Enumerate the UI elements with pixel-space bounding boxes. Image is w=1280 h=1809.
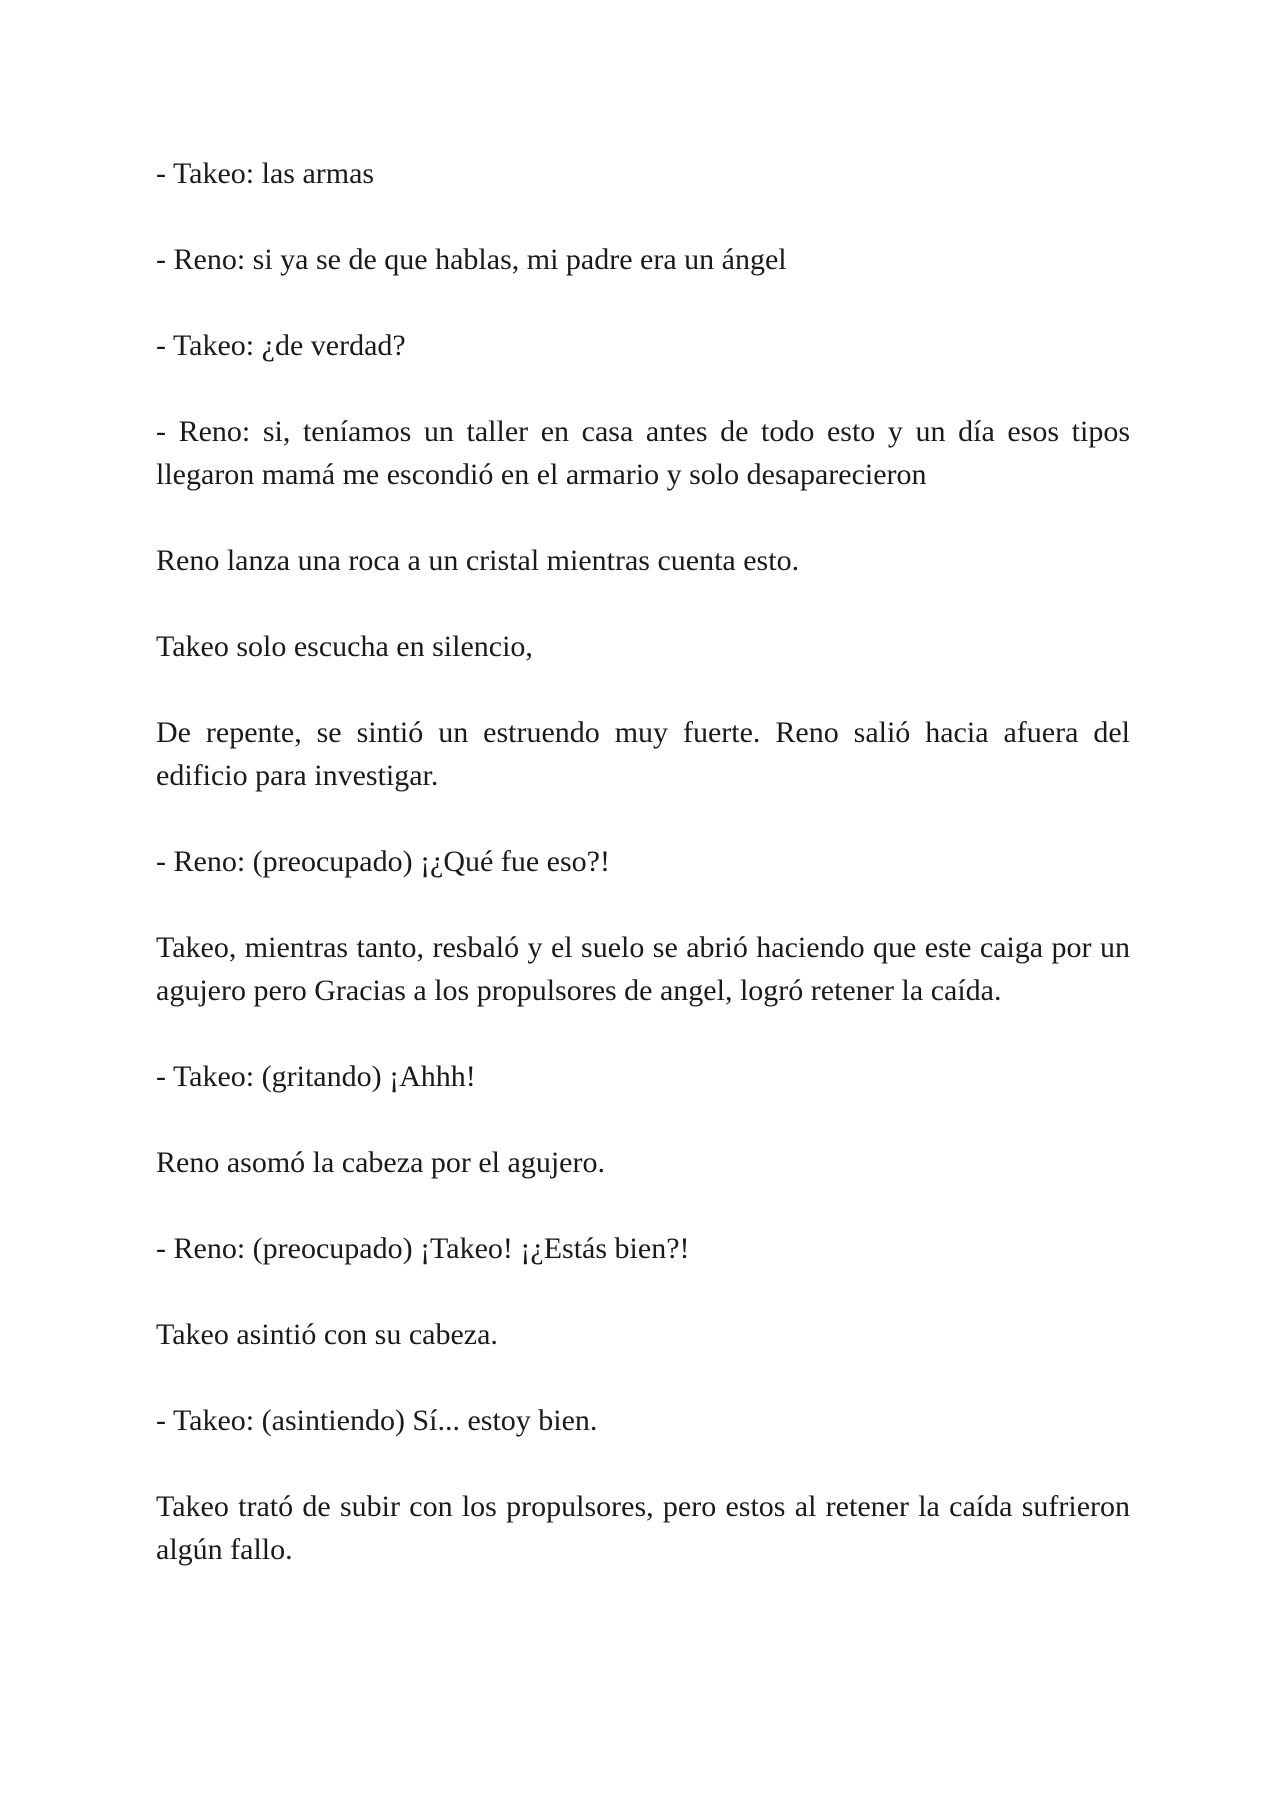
narration-paragraph: Takeo, mientras tanto, resbaló y el suelo se abrió haciendo que este caiga por un agujero pero Gracias a los propulsores de angel, logró retener la caída.	[156, 931, 1130, 1007]
narration-paragraph: Takeo solo escucha en silencio,	[156, 630, 533, 663]
dialogue-line: - Takeo: las armas	[156, 157, 375, 190]
dialogue-line: - Reno: si, teníamos un taller en casa antes de todo esto y un día esos tipos llegaron mamá me escondió en el armario y solo desaparecieron	[156, 415, 1130, 491]
narration-paragraph: Takeo trató de subir con los propulsores, pero estos al retener la caída sufrieron algún fallo.	[156, 1490, 1130, 1566]
dialogue-line: - Reno: (preocupado) ¡Takeo! ¡¿Estás bien?!	[156, 1232, 690, 1265]
dialogue-line: - Reno: si ya se de que hablas, mi padre era un ángel	[156, 243, 787, 276]
document-body	[156, 152, 1130, 1614]
narration-paragraph: Takeo asintió con su cabeza.	[156, 1318, 498, 1351]
dialogue-line: - Takeo: (gritando) ¡Ahhh!	[156, 1060, 476, 1093]
dialogue-line: - Reno: (preocupado) ¡¿Qué fue eso?!	[156, 845, 610, 878]
dialogue-line: - Takeo: (asintiendo) Sí... estoy bien.	[156, 1404, 598, 1437]
narration-paragraph: Reno lanza una roca a un cristal mientras cuenta esto.	[156, 544, 800, 577]
dialogue-line: - Takeo: ¿de verdad?	[156, 329, 406, 362]
narration-paragraph: Reno asomó la cabeza por el agujero.	[156, 1146, 605, 1179]
narration-paragraph: De repente, se sintió un estruendo muy fuerte. Reno salió hacia afuera del edificio para investigar.	[156, 716, 1130, 792]
